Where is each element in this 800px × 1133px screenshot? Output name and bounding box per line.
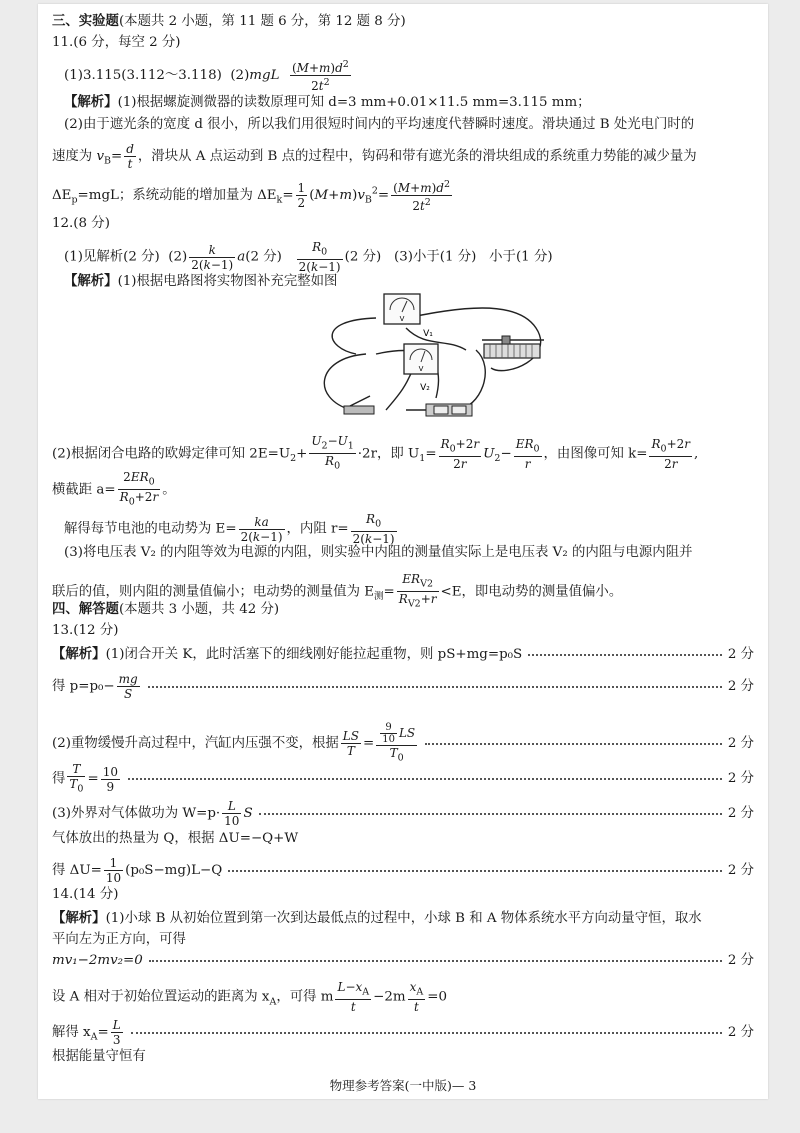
q12-answers: (1)见解析(2 分) (2) $\frac{k}{2(k-1)}$ a(2 分) $\frac{R_0}{2(k-1)}$ (2 分) (3)小于(1 分) 小于(1 分) xyxy=(64,240,553,275)
q14-step-5: 解得 $x_A=$ $\frac{L}{3}$ 2 分 xyxy=(52,1018,754,1047)
q13-step-5: (3)外界对气体做功为 W=p· $\frac{L}{10}$ S 2 分 xyxy=(52,799,754,828)
q14-step-1: 【解析】(1)小球 B 从初始位置到第一次到达最低点的过程中，小球 B 和 A 物体系统水平方向动量守恒，取水 xyxy=(52,910,702,926)
q14-step-2: 平向左为正方向，可得 xyxy=(52,932,186,947)
q12-analysis-5: (3)将电压表 V₂ 的内阻等效为电源的内阻，则实验中内阻的测量值实际上是电压表 V₂ 的内阻与电源内阻并 xyxy=(64,545,693,560)
q12-header: 12.(8 分) xyxy=(52,216,110,231)
switch-icon xyxy=(344,396,374,414)
q14-step-6: 根据能量守恒有 xyxy=(52,1049,146,1064)
circuit-diagram xyxy=(306,288,566,423)
q13-step-7: 得 ΔU= $\frac{1}{10}$ (p₀S−mg)L−Q 2 分 xyxy=(52,856,754,885)
q13-step-1: 【解析】(1)闭合开关 K，此时活塞下的细线刚好能拉起重物，则 pS+mg=p₀S 2 分 xyxy=(52,646,754,662)
q11-fraction: $\frac{(M+m)d^2}{2t^2}$ xyxy=(291,59,349,93)
wire-v1-left xyxy=(332,318,376,354)
q13-header: 13.(12 分) xyxy=(52,623,119,638)
q11-answers: (1)3.115(3.112～3.118) (2)mgL $\frac{(M+m)d^2}{2t^2}$ xyxy=(64,59,349,93)
q12-analysis-3: 横截距 a= $\frac{2ER_0}{R_0+2r}$ 。 xyxy=(52,470,176,508)
answer-sheet-page xyxy=(38,4,768,1099)
q13-step-2: 得 p=p₀− $\frac{mg}{S}$ 2 分 xyxy=(52,672,754,701)
svg-text:V: V xyxy=(418,365,424,373)
q14-step-3: mv₁−2mv₂=0 2 分 xyxy=(52,953,754,968)
svg-text:V₁: V₁ xyxy=(423,329,433,339)
page-footer: 物理参考答案(一中版)— 3 xyxy=(329,1078,477,1093)
q13-step-6: 气体放出的热量为 Q，根据 ΔU=−Q+W xyxy=(52,831,299,846)
svg-text:V: V xyxy=(399,315,405,323)
q12-analysis-2: (2)根据闭合电路的欧姆定律可知 $2E=U_2+$ $\frac{U_2-U_1}{R_0}$ ·2r，即 $U_1=$ $\frac{R_0+2r}{2r}$ $U_2-$ $\frac{ER_0}{r}$ ，由图像可知 k= $\frac{R_0+2r}{2r}$ , xyxy=(52,434,699,472)
q11-analysis-3: 速度为 $v_B=$ $\frac{d}{t}$ ，滑块从 A 点运动到 B 点的过程中，钩码和带有遮光条的滑块组成的系统重力势能的减少量为 xyxy=(52,142,697,171)
q11-header: 11.(6 分，每空 2 分) xyxy=(52,35,181,50)
battery-icon xyxy=(426,404,472,416)
section4-heading: 四、解答题(本题共 3 小题，共 42 分) xyxy=(52,601,280,617)
q12-analysis-1: 【解析】(1)根据电路图将实物图补充完整如图 xyxy=(64,273,338,289)
q14-header: 14.(14 分) xyxy=(52,887,119,902)
q12-analysis-6: 联后的值，则内阻的测量值偏小；电动势的测量值为 $E_测=$ $\frac{ER_{V2}}{R_{V2}+r}$ <E，即电动势的测量值偏小。 xyxy=(52,572,623,610)
q14-step-4: 设 A 相对于初始位置运动的距离为 $x_A$，可得 m $\frac{L-x_A}{t}$ −2m $\frac{x_A}{t}$ =0 xyxy=(52,980,448,1015)
q11-analysis-2: (2)由于遮光条的宽度 d 很小，所以我们用很短时间内的平均速度代替瞬时速度。滑块通过 B 处光电门时的 xyxy=(64,117,695,132)
q11-analysis-4: $\Delta E_p=mgL$；系统动能的增加量为 $\Delta E_k=$ $\frac{1}{2}$ $(M+m)v_B^2=$ $\frac{(M+m)d^2}{2t^2}$ xyxy=(52,179,451,213)
q13-step-3: (2)重物缓慢升高过程中，汽缸内压强不变，根据 $\frac{LS}{T}$ = $\frac{9}{10}$ LS $T_0$ 2 分 xyxy=(52,722,754,764)
q12-analysis-4: 解得每节电池的电动势为 E= $\frac{ka}{2(k-1)}$ ，内阻 r= $\frac{R_0}{2(k-1)}$ xyxy=(64,512,395,547)
wire-rheostat-down xyxy=(456,350,485,410)
voltmeter-v1-icon xyxy=(384,294,433,339)
svg-text:V₂: V₂ xyxy=(420,383,430,393)
voltmeter-v2-icon xyxy=(404,344,438,393)
q11-analysis-1: 【解析】(1)根据螺旋测微器的读数原理可知 d=3 mm+0.01×11.5 mm=3.115 mm； xyxy=(64,94,591,110)
section3-heading: 三、实验题(本题共 2 小题，第 11 题 6 分，第 12 题 8 分) xyxy=(52,13,406,29)
q13-step-4: 得 $\frac{T}{T_0}$ = $\frac{10}{9}$ 2 分 xyxy=(52,762,754,795)
rheostat-icon xyxy=(482,336,544,358)
